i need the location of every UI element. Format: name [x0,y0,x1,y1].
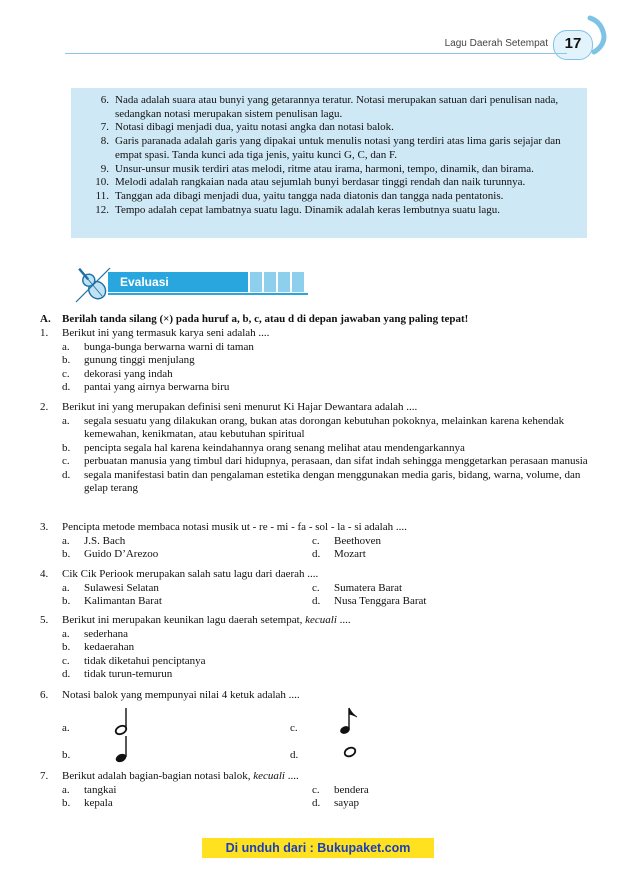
option-b[interactable]: b. Kalimantan Barat [62,595,162,607]
decor-block [278,272,290,292]
evaluasi-title: Evaluasi [108,272,248,292]
option-a[interactable]: a. tangkai [62,783,117,796]
option-b[interactable]: b. kedaerahan [62,641,135,653]
option-b[interactable]: b. kepala [62,797,113,809]
option-c[interactable]: c. perbuatan manusia yang timbul dari hidupnya, perasaan, dan sifat indah sehingga menggetarkan perasaan manusia [62,455,588,467]
decor-block [292,272,304,292]
half-note-icon [112,706,132,736]
question-2: 2. Berikut ini yang merupakan definisi seni menurut Ki Hajar Dewantara adalah .... a. segala sesuatu yang dilakukan orang, bukan atas dorongan kebutuhan pokoknya, melainkan karena kehendak kemewahan, kenikmatan, atau kebutuhan spiritual b. pencipta segala hal karena keindahannya orang senang melihat atau mendengarkannya c. perbuatan manusia yang timbul dari hidupnya, perasaan, dan sifat indah sehingga menggetarkan perasaan manusia d. segala manifestasi batin dan pengalaman estetika dengan menggunakan media garis, bidang, warna, volume, dan gelap terang [40,401,600,496]
summary-box [71,88,587,238]
summary-item: 11. Tanggan ada dibagi menjadi dua, yaitu tangga nada diatonis dan tangga nada pentatonis. [95,189,504,202]
option-b[interactable]: b. pencipta segala hal karena keindahannya orang senang melihat atau mendengarkannya [62,441,465,454]
summary-item: 10. Melodi adalah rangkaian nada atau sejumlah bunyi berdasar tinggi rendah dan naik turunnya. [95,176,526,189]
music-note-deco-icon [584,14,608,58]
question-1: 1. Berikut ini yang termasuk karya seni adalah .... a. bunga-bunga berwarna warni di taman b. gunung tinggi menjulang c. dekorasi yang indah d. pantai yang airnya berwarna biru [40,327,600,395]
question-4: 4. Cik Cik Periook merupakan salah satu lagu dari daerah .... a. Sulawesi Selatan c. Sumatera Barat b. Kalimantan Barat d. Nusa Tenggara Barat [40,568,600,609]
download-source-banner[interactable]: Di unduh dari : Bukupaket.com [202,838,434,858]
option-a[interactable]: a. sederhana [62,627,128,640]
summary-item: 6. Nada adalah suara atau bunyi yang getarannya teratur. Notasi merupakan satuan dari penulisan nada, sedangkan notasi merupakan sistem penulisan lagu. [100,94,559,120]
option-c[interactable]: c. Beethoven [312,534,382,547]
decor-block [264,272,276,292]
option-d[interactable]: d. tidak turun-temurun [62,668,173,680]
summary-item: 12. Tempo adalah cepat lambatnya suatu lagu. Dinamik adalah keras lembutnya suatu lagu. [95,203,501,216]
option-c[interactable]: c. dekorasi yang indah [62,367,173,380]
option-d[interactable]: d. [290,749,299,761]
question-5: 5. Berikut ini merupakan keunikan lagu daerah setempat, kecuali .... a. sederhana b. kedaerahan c. tidak diketahui penciptanya d. tidak turun-temurun [40,614,600,682]
option-a[interactable]: a. segala sesuatu yang dilakukan orang, bukan atas dorongan kebutuhan pokoknya, melainkan karena kehendak kemewahan, kenikmatan, atau kebutuhan spiritual [62,414,565,440]
header-rule [65,53,567,54]
evaluasi-decor-blocks [250,272,304,292]
option-d[interactable]: d. sayap [312,797,360,809]
option-b[interactable]: b. Guido D’Arezoo [62,548,159,560]
eighth-note-icon [340,706,360,736]
question-6: 6. Notasi balok yang mempunyai nilai 4 ketuk adalah .... [40,689,300,701]
quarter-note-icon [112,734,132,764]
option-d[interactable]: d. Nusa Tenggara Barat [312,595,427,607]
option-b[interactable]: b. gunung tinggi menjulang [62,354,195,366]
option-d[interactable]: d. pantai yang airnya berwarna biru [62,381,230,393]
option-a[interactable]: a. bunga-bunga berwarna warni di taman [62,340,254,353]
option-d[interactable]: d. segala manifestasi batin dan pengalaman estetika dengan menggunakan media garis, bidang, warna, volume, dan gelap terang [62,468,581,494]
section-a-instruction: A. Berilah tanda silang (×) pada huruf a, b, c, atau d di depan jawaban yang paling tepat! [40,313,469,325]
running-header: Lagu Daerah Setempat [444,38,548,49]
evaluasi-banner [70,262,310,302]
option-c[interactable]: c. Sumatera Barat [312,581,403,594]
option-b[interactable]: b. [62,749,71,761]
option-a[interactable]: a. [62,722,70,734]
evaluasi-underline [108,293,308,295]
summary-item: 8. Garis paranada adalah garis yang dipakai untuk menulis notasi yang terdiri atas lima garis sejajar dan empat spasi. Tanda kunci ada tiga jenis, yaitu kunci G, C, dan F. [100,135,561,161]
decor-block [250,272,262,292]
summary-item: 9. Unsur-unsur musik terdiri atas melodi, ritme atau irama, harmoni, tempo, dinamik, dan birama. [100,162,534,175]
question-3: 3. Pencipta metode membaca notasi musik ut - re - mi - fa - sol - la - si adalah .... a. J.S. Bach c. Beethoven b. Guido D’Arezoo d. Mozart [40,521,600,562]
option-a[interactable]: a. J.S. Bach [62,534,126,547]
option-a[interactable]: a. Sulawesi Selatan [62,581,159,594]
summary-item: 7. Notasi dibagi menjadi dua, yaitu notasi angka dan notasi balok. [100,121,394,134]
option-c[interactable]: c. tidak diketahui penciptanya [62,654,206,667]
option-c[interactable]: c. [290,722,298,734]
page-number: 17 [553,30,593,60]
whole-note-icon [342,744,358,760]
question-7: 7. Berikut adalah bagian-bagian notasi balok, kecuali .... a. tangkai c. bendera b. kepala d. sayap [40,770,600,811]
option-c[interactable]: c. bendera [312,783,369,796]
option-d[interactable]: d. Mozart [312,548,366,560]
